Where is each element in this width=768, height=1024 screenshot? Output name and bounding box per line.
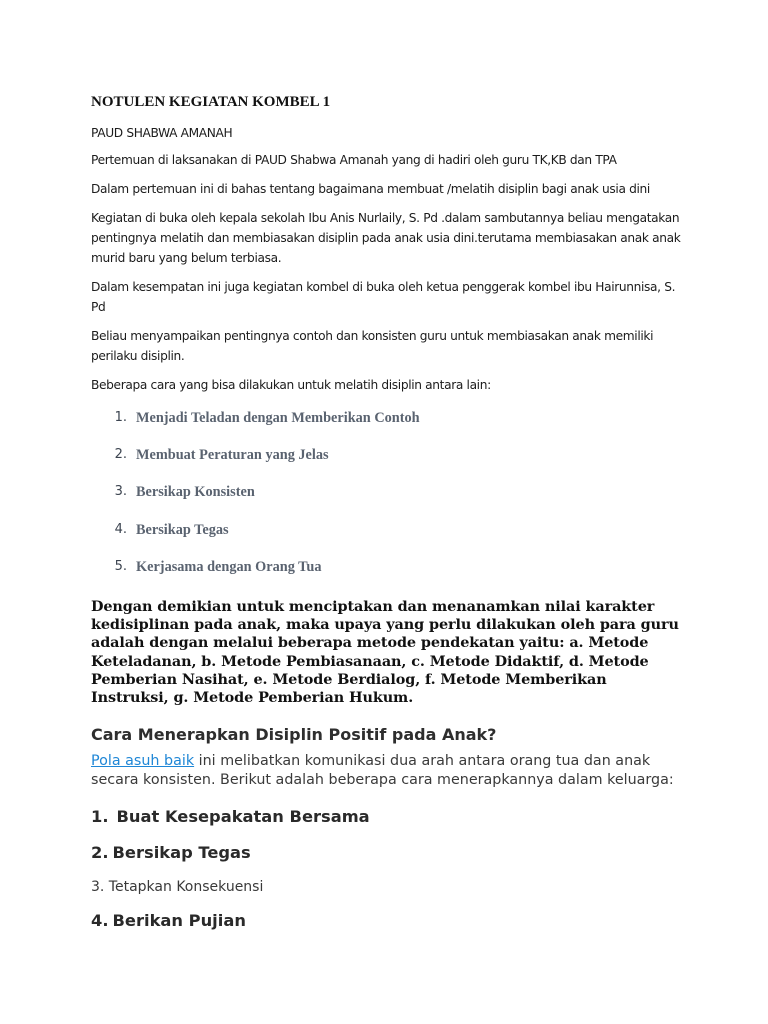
- list-item-number: 3.: [114, 484, 127, 500]
- step-text: Buat Kesepakatan Bersama: [116, 807, 370, 827]
- step-heading-2: [91, 843, 681, 862]
- list-item-text: Menjadi Teladan dengan Memberikan Contoh: [136, 410, 420, 426]
- list-item-number: 1.: [114, 410, 127, 425]
- step-text: Berikan Pujian: [112, 911, 246, 931]
- discipline-methods-list: [91, 409, 681, 595]
- list-item-text: Bersikap Tegas: [136, 521, 229, 538]
- list-item-text: Bersikap Konsisten: [136, 484, 255, 501]
- paragraph-example-consistency: Beliau menyampaikan pentingnya contoh dan konsisten guru untuk membiasakan anak memiliki perilaku disiplin.: [91, 329, 654, 363]
- list-item-number: 2.: [114, 447, 127, 463]
- paragraph-school-name: PAUD SHABWA AMANAH: [91, 126, 233, 140]
- paragraph-list-intro: Beberapa cara yang bisa dilakukan untuk melatih disiplin antara lain:: [91, 378, 491, 392]
- step-number: 2.: [91, 843, 109, 863]
- paragraph-kombel-leader: Dalam kesempatan ini juga kegiatan kombel di buka oleh ketua penggerak kombel ibu Hairunnisa, S. Pd: [91, 280, 676, 314]
- methods-summary-paragraph: Dengan demikian untuk menciptakan dan menanamkan nilai karakter kedisiplinan pada anak, maka upaya yang perlu dilakukan oleh para guru adalah dengan melalui beberapa metode pendekatan yaitu: a. Metode Keteladanan, b. Metode Pembiasanaan, c. Metode Didaktif, d. Metode Pemberian Nasihat, e. Metode Berdialog, f. Metode Memberikan Instruksi, g. Metode Pemberian Hukum.: [91, 597, 679, 706]
- paragraph-meeting-place: Pertemuan di laksanakan di PAUD Shabwa Amanah yang di hadiri oleh guru TK,KB dan TPA: [91, 153, 617, 167]
- list-item-text: Membuat Peraturan yang Jelas: [136, 447, 329, 464]
- list-item: [91, 483, 681, 520]
- document-body: [91, 94, 681, 947]
- list-item: [91, 521, 681, 558]
- section-heading: Cara Menerapkan Disiplin Positif pada Anak?: [91, 725, 497, 745]
- list-item-number: 4.: [114, 521, 127, 537]
- pola-asuh-link[interactable]: Pola asuh baik: [91, 753, 195, 770]
- document-title: NOTULEN KEGIATAN KOMBEL 1: [91, 94, 331, 110]
- section-intro-text: ini melibatkan komunikasi dua arah antara orang tua dan anak secara konsisten. Berikut adalah beberapa cara menerapkannya dalam keluarga:: [91, 753, 674, 788]
- step-heading-4: [91, 911, 681, 930]
- list-item-number: 5.: [114, 558, 127, 574]
- step-text: Bersikap Tegas: [112, 843, 251, 863]
- list-item: [91, 558, 681, 595]
- step-number: 1.: [91, 807, 109, 827]
- list-item: [91, 446, 681, 483]
- list-item: [91, 409, 681, 446]
- paragraph-meeting-topic: Dalam pertemuan ini di bahas tentang bagaimana membuat /melatih disiplin bagi anak usia dini: [91, 182, 650, 196]
- section-intro: [91, 752, 681, 789]
- step-3-text: 3. Tetapkan Konsekuensi: [91, 879, 264, 896]
- list-item-text: Kerjasama dengan Orang Tua: [136, 558, 322, 575]
- step-number: 4.: [91, 911, 109, 931]
- step-heading-1: [91, 807, 681, 826]
- paragraph-opening: Kegiatan di buka oleh kepala sekolah Ibu Anis Nurlaily, S. Pd .dalam sambutannya beliau mengatakan pentingnya melatih dan membiasakan disiplin pada anak usia dini.terutama membiasakan anak anak murid baru yang belum terbiasa.: [91, 211, 681, 265]
